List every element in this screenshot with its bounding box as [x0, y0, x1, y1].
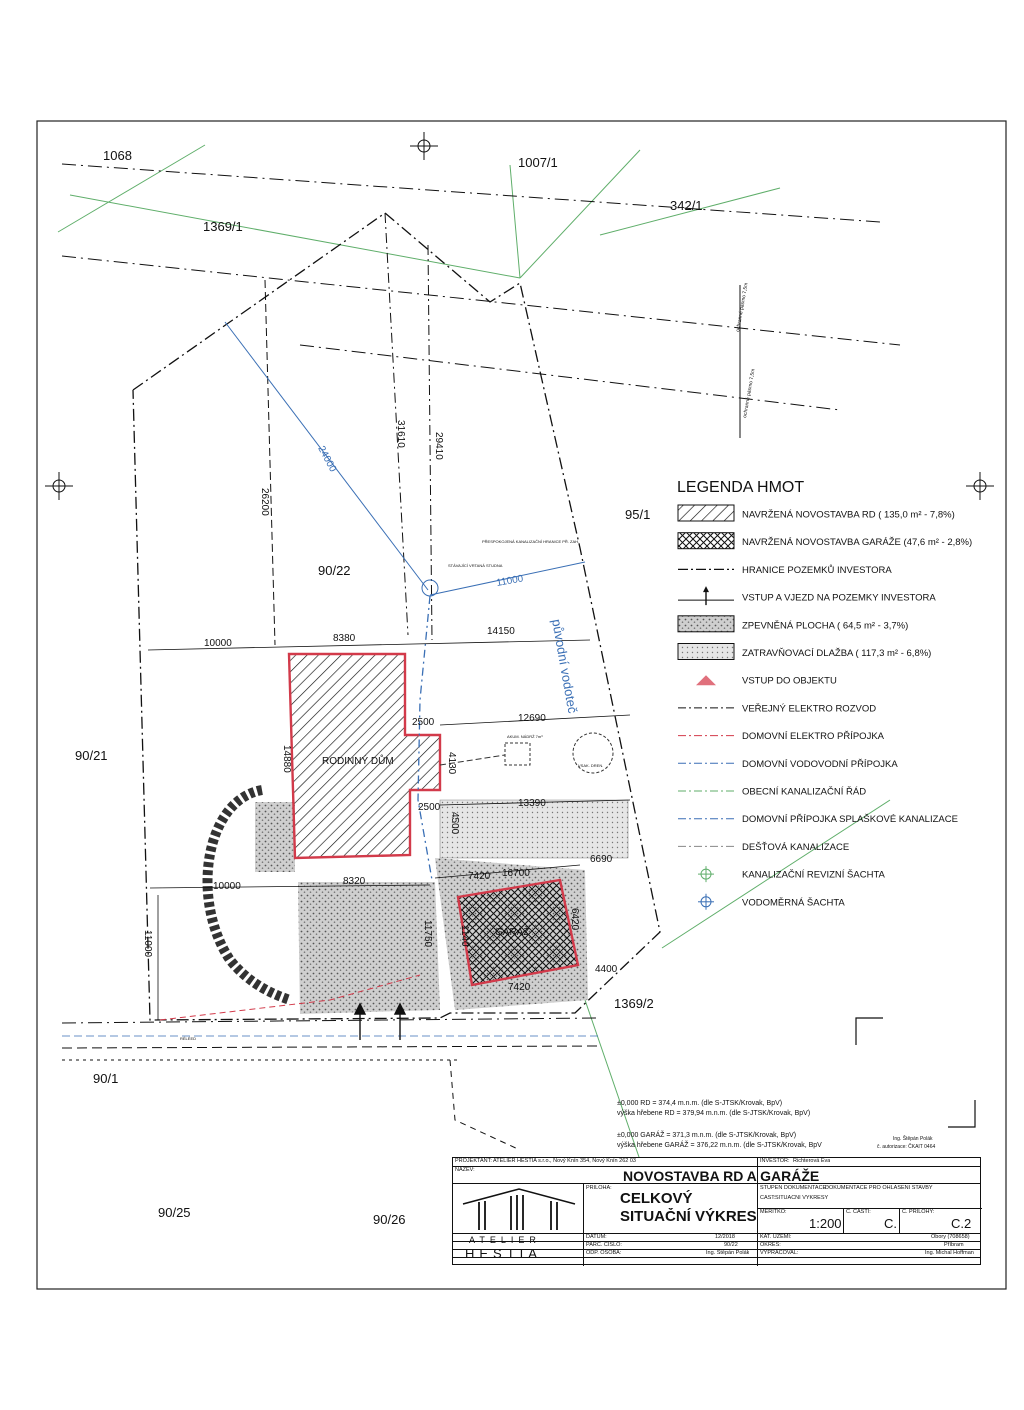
vypracoval-label: VYPRACOVAL: [760, 1250, 799, 1256]
original-access-label: původní vodoteč [549, 617, 581, 715]
meritko-value: 1:200 [809, 1216, 842, 1231]
legend-label: ZPEVNĚNÁ PLOCHA ( 64,5 m² - 3,7%) [742, 620, 909, 632]
crosshair-icon [45, 472, 73, 500]
legend-item [678, 759, 898, 770]
stamp-name: Ing. Štěpán Polák [893, 1136, 933, 1142]
legend-item [678, 505, 955, 521]
dimension-text: 31610 [395, 420, 406, 448]
dimension-text: 14150 [487, 626, 515, 637]
connection-note: RÉLÉED [180, 1036, 197, 1041]
dimension-text: 6690 [590, 854, 613, 865]
investor-value: Richterová Eva [793, 1158, 831, 1164]
sewer-manhole-icon [698, 866, 714, 882]
road-lines [62, 164, 900, 410]
paved-area [255, 802, 295, 872]
priloha-label: PŘÍLOHA: [586, 1185, 612, 1191]
okres-value: Příbram [944, 1242, 964, 1248]
drawing-title-line1: CELKOVÝ [620, 1190, 693, 1207]
dimension-text: 13390 [518, 798, 546, 809]
entry-arrow-icon [678, 586, 734, 605]
dimension-text: 11750 [422, 920, 433, 948]
legend-item [678, 644, 931, 660]
legend-item [678, 842, 849, 853]
projektant-label: PROJEKTANT: [455, 1158, 492, 1164]
legend-item [678, 616, 908, 632]
street-lines [62, 1018, 600, 1150]
meritko-label: MĚŘÍTKO: [760, 1209, 787, 1215]
parcel-label: 90/25 [158, 1205, 191, 1220]
legend-item [678, 703, 876, 714]
stupen-value: DOKUMENTACE PRO OHLÁŠENÍ STAVBY [825, 1185, 933, 1191]
dimension-text: 4400 [595, 964, 618, 975]
legend-item [678, 533, 972, 549]
legend-label: VSTUP DO OBJEKTU [742, 675, 837, 687]
water-meter-pit-icon [698, 894, 714, 910]
parcel-label: 1068 [103, 148, 132, 163]
parcel-label: 90/26 [373, 1212, 406, 1227]
legend-item [696, 675, 837, 687]
dimension-text: 11000 [495, 573, 525, 589]
projektant-value: ATELIER HESTIA s.r.o., Nový Knín 354, Nový Knín 262 03 [493, 1158, 636, 1164]
grass-paving-icon [678, 644, 734, 660]
stamp-authorization: č. autorizace: ČKAIT 0464 [877, 1144, 936, 1150]
dimension-text: 7420 [508, 982, 531, 993]
dimension-text: 10000 [204, 638, 232, 649]
parcel-label: 90/22 [318, 563, 351, 578]
elevation-note: ±0,000 RD = 374,4 m.n.m. (dle S-JTSK/Krovak, BpV) [617, 1100, 783, 1107]
object-entry-icon [696, 675, 716, 685]
dimension-text: 8380 [333, 633, 356, 644]
well-icon [422, 580, 438, 596]
legend-item [678, 731, 885, 742]
datum-label: DATUM: [586, 1234, 607, 1240]
crosshair-icon [410, 132, 438, 160]
legend-title: LEGENDA HMOT [677, 479, 805, 496]
infiltration-note: VSAK. DREN. [578, 763, 604, 768]
legend-label: VEŘEJNÝ ELEKTRO ROZVOD [742, 703, 877, 715]
vypracoval-value: Ing. Michal Hoffman [925, 1250, 974, 1256]
datum-value: 12/2018 [715, 1234, 735, 1240]
parcel-label: 90/1 [93, 1071, 119, 1086]
legend-label: VODOMĚRNÁ ŠACHTA [742, 897, 845, 909]
kat-label: KAT. ÚZEMÍ: [760, 1234, 792, 1240]
dimension-text: 8320 [343, 876, 366, 887]
dimension-text: 2500 [412, 717, 435, 728]
kat-value: Obory (708658) [931, 1234, 970, 1240]
cast-value: SITUAČNÍ VÝKRESY [775, 1195, 829, 1201]
legend-item [678, 814, 958, 825]
dimension-text: 24000 [315, 444, 339, 474]
parcel-label: 1369/2 [614, 996, 654, 1011]
parcel-label: 95/1 [625, 507, 651, 522]
legend-label: KANALIZAČNÍ REVIZNÍ ŠACHTA [742, 869, 885, 881]
dimension-text: 14880 [281, 745, 292, 773]
house-label: RODINNÝ DŮM [322, 756, 394, 767]
stupen-label: STUPEŇ DOKUMENTACE: [760, 1185, 828, 1191]
legend-label: ZATRAVŇOVACÍ DLAŽBA ( 117,3 m² - 6,8%) [742, 648, 932, 659]
parcel-label: 342/1 [670, 198, 703, 213]
legend-label: NAVRŽENÁ NOVOSTAVBA RD ( 135,0 m² - 7,8%) [742, 509, 955, 521]
paved-area [298, 882, 440, 1014]
parcel-label: 1369/1 [203, 219, 243, 234]
dimension-text: 1140 [459, 925, 470, 947]
nazev-label: NÁZEV: [455, 1167, 475, 1173]
cast-label: ČÁST: [760, 1195, 776, 1201]
dimension-text: 16700 [502, 868, 530, 879]
legend-label: HRANICE POZEMKŮ INVESTORA [742, 564, 892, 576]
tank-note: AKUM. NÁDRŽ 7m³ [507, 734, 543, 739]
project-title: NOVOSTAVBA RD A GARÁŽE [623, 1168, 820, 1184]
crosshair-icon [966, 472, 994, 500]
legend-label: DOMOVNÍ ELEKTRO PŘÍPOJKA [742, 731, 884, 743]
parcel-label: 90/21 [75, 748, 108, 763]
legend-label: VSTUP A VJEZD NA POZEMKY INVESTORA [742, 592, 936, 604]
dimension-text: 26200 [259, 488, 270, 516]
dimension-text: 29410 [433, 432, 444, 460]
odp-label: ODP. OSOBA: [586, 1250, 622, 1256]
legend-item [698, 894, 845, 910]
odp-value: Ing. Štěpán Polák [706, 1250, 750, 1256]
title-block [452, 1157, 981, 1265]
protection-zone-note: ochranné pásmo 7,5m [742, 368, 757, 419]
c-prilohy-value: C.2 [951, 1216, 972, 1231]
protection-zone-note: ochranné pásmo 7,5m [735, 282, 750, 333]
c-casti-label: Č. ČÁSTI: [846, 1209, 871, 1215]
legend-item [678, 586, 936, 605]
border-note: PŘESPOKOJENÁ KANALIZAČNÍ HRANICE PŘ. ZAH. [482, 539, 580, 544]
dimension-text: 11000 [142, 930, 153, 958]
tank-icon [505, 743, 530, 765]
garage-label: GARÁŽ [495, 927, 530, 938]
parc-label: PARC. ČÍSLO: [586, 1242, 622, 1248]
dimension-text: 4130 [446, 752, 457, 775]
hatch-garage-icon [678, 533, 734, 549]
elevation-note: výška hřebene GARÁŽ = 376,22 m.n.m. (dle S-JTSK/Krovak, BpV [617, 1142, 822, 1149]
parc-value: 90/22 [724, 1242, 738, 1248]
logo-text-top: ATELIER [469, 1235, 541, 1245]
paved-area-icon [678, 616, 734, 632]
drawing-title-line2: SITUAČNÍ VÝKRES [620, 1208, 757, 1225]
elevation-note: výška hřebene RD = 379,94 m.n.m. (dle S-JTSK/Krovak, BpV) [617, 1110, 811, 1117]
investor-label: INVESTOR: [760, 1158, 790, 1164]
dimension-text: 10000 [213, 881, 241, 892]
legend [677, 479, 972, 910]
legend-label: DEŠŤOVÁ KANALIZACE [742, 841, 850, 853]
legend-label: OBECNÍ KANALIZAČNÍ ŘÁD [742, 786, 867, 798]
legend-item [678, 564, 892, 576]
legend-label: DOMOVNÍ PŘÍPOJKA SPLAŠKOVÉ KANALIZACE [742, 814, 958, 826]
dimension-text: 7420 [468, 871, 491, 882]
atelier-hestia-logo-icon [459, 1186, 579, 1232]
legend-item [678, 787, 866, 798]
well-note: STÁVAJÍCÍ VRTANÁ STUDNA [448, 563, 503, 568]
dimension-text: 6420 [569, 908, 580, 931]
dimension-text: 4500 [449, 812, 460, 835]
hatch-rd-icon [678, 505, 734, 521]
dimension-text: 2500 [418, 802, 441, 813]
parcel-label: 1007/1 [518, 155, 558, 170]
elevation-note: ±0,000 GARÁŽ = 371,3 m.n.m. (dle S-JTSK/Krovak, BpV) [617, 1132, 797, 1139]
legend-item [698, 866, 886, 882]
c-prilohy-label: Č. PŘÍLOHY: [902, 1209, 935, 1215]
logo-text-bottom: HESTIA [465, 1246, 542, 1261]
legend-label: DOMOVNÍ VODOVODNÍ PŘÍPOJKA [742, 758, 898, 770]
c-casti-value: C. [884, 1216, 897, 1231]
registration-marks [45, 132, 994, 500]
dimension-text: 12690 [518, 713, 546, 724]
okres-label: OKRES: [760, 1242, 781, 1248]
legend-label: NAVRŽENÁ NOVOSTAVBA GARÁŽE (47,6 m² - 2,8%) [742, 537, 973, 549]
